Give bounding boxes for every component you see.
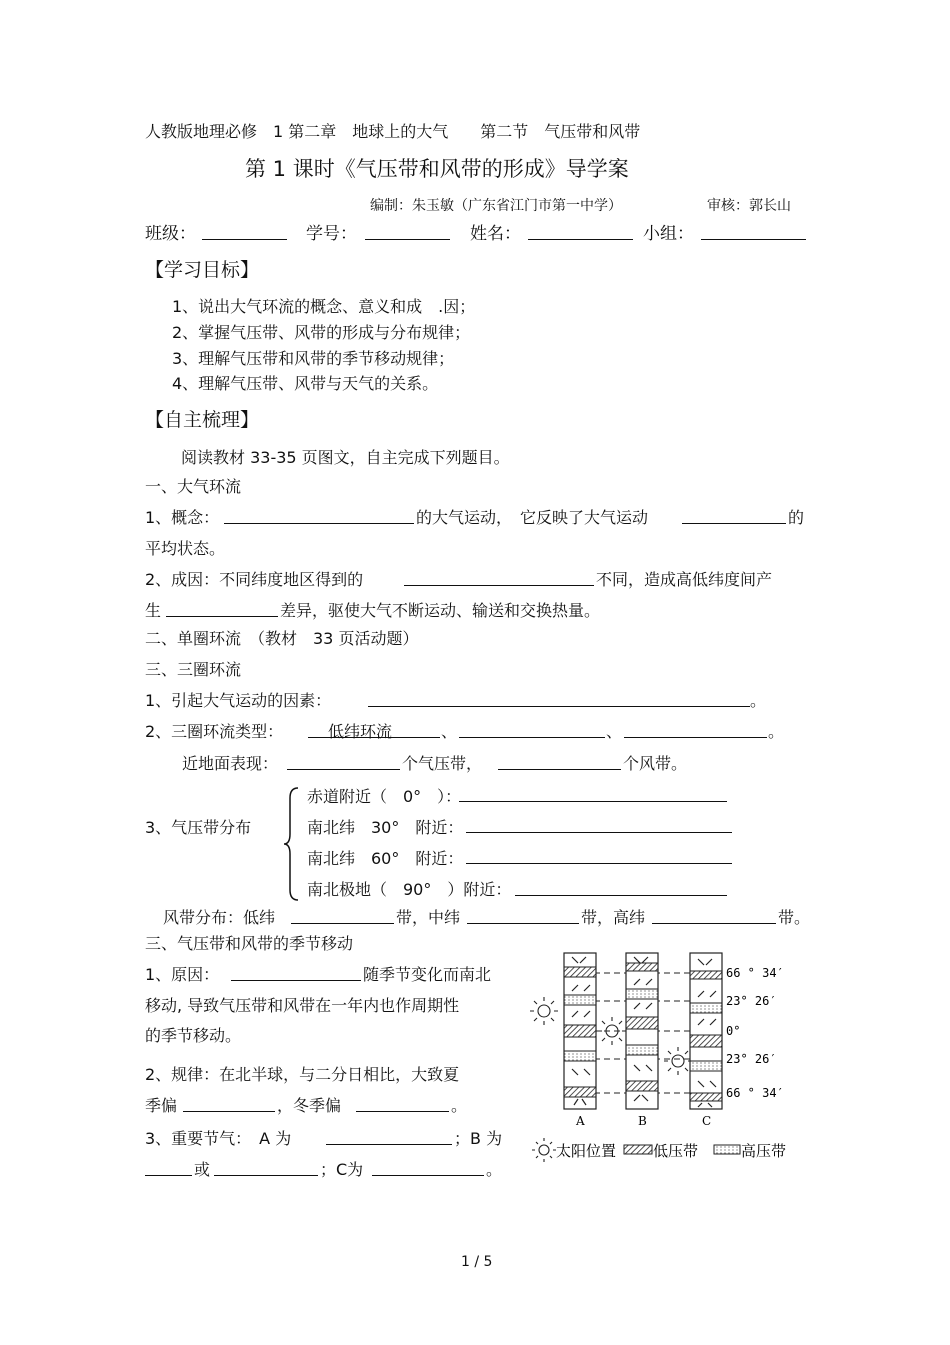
belt-60: 南北纬 60° 附近： [307,849,464,868]
solar-term-label: 3、重要节气： A 为 [145,1129,292,1148]
cause-label: 2、成因：不同纬度地区得到的 [145,570,364,589]
cause-blank-2[interactable] [166,616,278,617]
column-c [690,953,722,1109]
wind-blank-2[interactable] [467,923,579,924]
circulation-sep-2: 、 [606,722,623,741]
brace-icon [282,786,302,902]
column-a [564,953,596,1109]
reason-text: 随季节变化而南北 [363,965,492,984]
pressure-belt-diagram [528,945,798,1165]
circulation-blank-3[interactable] [624,737,767,738]
section-1-title: 一、大气环流 [145,477,242,496]
latitude-label: 66 ° 34′ [726,1086,784,1100]
page-title: 第 1 课时《气压带和风带的形成》导学案 [245,157,629,181]
name-field[interactable] [528,239,633,240]
rule-end: 。 [451,1096,468,1115]
section-2-title: 二、单圈环流 （教材 33 页活动题） [145,629,419,648]
concept-continuation: 平均状态。 [145,539,226,558]
circulation-blank-2[interactable] [459,737,605,738]
circulation-filled: 低纬环流 [328,722,393,741]
section-4-title: 三、气压带和风带的季节移动 [145,934,354,953]
factor-label: 1、引起大气运动的因素： [145,691,332,710]
reason-blank[interactable] [231,980,361,981]
series-line: 人教版地理必修 1 第二章 地球上的大气 第二节 气压带和风带 [145,122,641,141]
circulation-label: 2、三圈环流类型： [145,722,284,741]
rule-blank-1[interactable] [183,1111,275,1112]
solar-term-end: 。 [486,1160,503,1179]
cause-blank[interactable] [404,585,594,586]
concept-text: 的大气运动， 它反映了大气运动 [416,508,649,527]
surface-blank-1[interactable] [287,769,400,770]
rule-label: 2、规律：在北半球，与二分日相比，大致夏 [145,1065,460,1084]
objective-item: 4、理解气压带、风带与天气的关系。 [172,374,439,393]
circulation-sep: 、 [441,722,458,741]
latitude-label: 23° 26′ [726,994,777,1008]
legend-low-swatch [624,1145,652,1154]
rule-text: 季偏 [145,1096,178,1115]
solar-term-blank-c[interactable] [372,1175,484,1176]
belt-equator-blank[interactable] [459,801,727,802]
cause-text: 不同，造成高低纬度间产 [596,570,773,589]
belt-distribution-label: 3、气压带分布 [145,818,252,837]
editor-line: 编制：朱玉敏（广东省江门市第一中学） [370,198,622,214]
factor-blank[interactable] [368,706,750,707]
legend-low-label: 低压带 [653,1142,699,1160]
sun-icon [664,1047,692,1075]
solar-term-blank-b1[interactable] [145,1175,192,1176]
solar-term-blank-b2[interactable] [214,1175,318,1176]
solar-term-text-c: ；C为 [320,1160,364,1179]
wind-text-3: 带，高纬 [581,908,646,927]
reason-text-3: 的季节移动。 [145,1026,242,1045]
surface-text: 个气压带， [402,754,483,773]
reviewer-line: 审核：郭长山 [707,198,791,214]
objectives-heading: 【学习目标】 [145,259,260,281]
surface-end: 个风带。 [623,754,688,773]
legend-sun-label: 太阳位置 [556,1142,617,1160]
objective-item: 2、掌握气压带、风带的形成与分布规律； [172,323,471,342]
belt-30-blank[interactable] [466,832,732,833]
objective-item: 1、说出大气环流的概念、意义和成 .因； [172,297,476,316]
objective-item: 3、理解气压带和风带的季节移动规律； [172,349,455,368]
class-label: 班级： [145,224,196,244]
column-label: B [638,1114,647,1128]
concept-text-end: 的 [788,508,805,527]
latitude-label: 23° 26′ [726,1052,777,1066]
belt-30: 南北纬 30° 附近： [307,818,464,837]
class-field[interactable] [202,239,287,240]
surface-blank-2[interactable] [498,769,621,770]
rule-text-2: ，冬季偏 [277,1096,342,1115]
reason-label: 1、原因： [145,965,220,984]
wind-end: 带。 [778,908,811,927]
column-label: A [576,1114,585,1128]
rule-blank-2[interactable] [356,1111,449,1112]
number-label: 学号： [306,224,357,244]
factor-end: 。 [750,691,767,710]
cause-text-3: 差异，驱使大气不断运动、输送和交换热量。 [280,601,601,620]
belt-90-blank[interactable] [515,895,727,896]
sun-icon [530,997,558,1025]
latitude-label: 66 ° 34′ [726,966,784,980]
concept-blank[interactable] [224,523,414,524]
group-field[interactable] [701,239,806,240]
concept-label: 1、概念： [145,508,220,527]
page-number: 1 / 5 [461,1254,493,1270]
latitude-label: 0° [726,1024,741,1038]
solar-term-text-b: ；B 为 [454,1129,503,1148]
name-label: 姓名： [470,224,521,244]
circulation-end: 。 [768,722,785,741]
reason-text-2: 移动, 导致气压带和风带在一年内也作周期性 [145,996,460,1015]
group-label: 小组： [643,224,694,244]
surface-label: 近地面表现： [182,754,279,773]
wind-text-2: 带，中纬 [396,908,461,927]
legend-high-label: 高压带 [741,1142,787,1160]
wind-blank-1[interactable] [291,923,394,924]
solar-term-or: 或 [194,1160,211,1179]
legend-high-swatch [714,1145,740,1154]
column-label: C [702,1114,712,1128]
legend-sun-icon [532,1138,556,1162]
cause-text-2: 生 [145,601,162,620]
wind-label: 风带分布：低纬 [163,908,276,927]
section-3-title: 三、三圈环流 [145,660,242,679]
column-b [626,953,658,1109]
belt-60-blank[interactable] [466,863,732,864]
intro-text: 阅读教材 33-35 页图文，自主完成下列题目。 [181,448,510,467]
sun-icon [598,1017,626,1045]
wind-blank-3[interactable] [652,923,776,924]
concept-blank-2[interactable] [682,523,786,524]
belt-equator: 赤道附近（ 0° ）： [307,787,462,806]
solar-term-blank-a[interactable] [326,1144,452,1145]
belt-90: 南北极地（ 90° ）附近： [307,880,512,899]
number-field[interactable] [365,239,450,240]
self-study-heading: 【自主梳理】 [145,409,260,431]
